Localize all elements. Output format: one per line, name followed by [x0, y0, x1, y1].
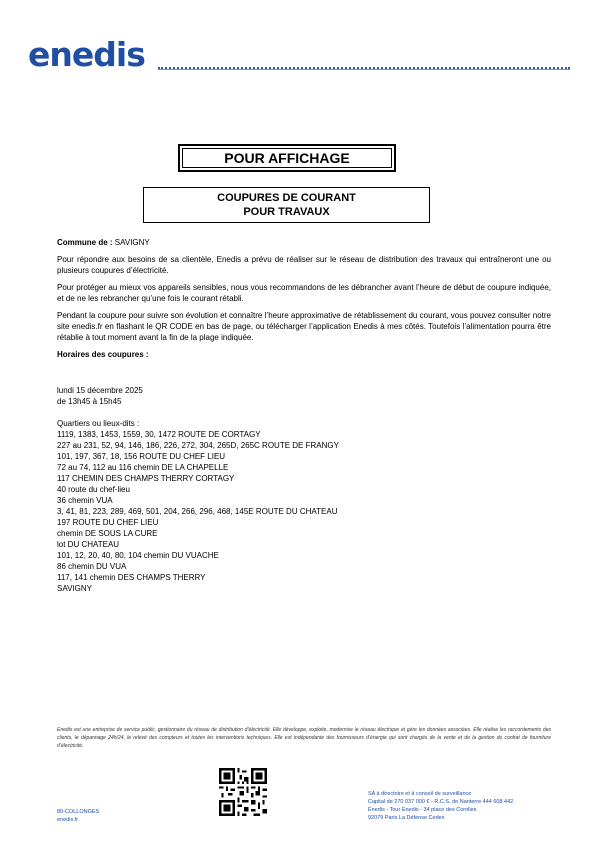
- list-item: 117, 141 chemin DES CHAMPS THERRY: [57, 573, 206, 582]
- list-item: 101, 197, 367, 18, 156 ROUTE DU CHEF LIEU: [57, 452, 226, 461]
- commune-label: Commune de :: [57, 238, 113, 247]
- list-item: 3, 41, 81, 223, 289, 469, 501, 204, 266, 296, 468, 145E ROUTE DU CHATEAU: [57, 507, 338, 516]
- list-item: 1119, 1383, 1453, 1559, 30, 1472 ROUTE DE CORTAGY: [57, 430, 261, 439]
- subtitle-line-2: POUR TRAVAUX: [243, 206, 330, 218]
- subtitle-box: [143, 187, 430, 223]
- paragraph-2: Pour protéger au mieux vos appareils sensibles, nous vous recommandons de les débrancher avant l’heure de début de coupure indiquée, et de ne les rebrancher qu’une fois le courant rétabli.: [57, 283, 551, 303]
- list-item: SAVIGNY: [57, 584, 92, 593]
- schedule-time: de 13h45 à 15h45: [57, 397, 122, 406]
- footer-left-line-1: 80-COLLONGES: [57, 809, 100, 815]
- schedule-date: lundi 15 décembre 2025: [57, 386, 143, 395]
- list-item: 227 au 231, 52, 94, 146, 186, 226, 272, 304, 265D, 265C ROUTE DE FRANGY: [57, 441, 339, 450]
- list-item: 40 route du chef-lieu: [57, 485, 130, 494]
- commune-row: [57, 237, 551, 248]
- footer-left-address: [57, 808, 99, 824]
- paragraph-3: Pendant la coupure pour suivre son évolution et connaître l’heure approximative de rétablissement du courant, vous pouvez consulter notre site enedis.fr en flashant le QR CODE en bas de page, ou télécharger l’application Enedis à mes côtés. Toutefois l’alimentation pourra être rétablie à tout moment avant la fin de la plage indiquée.: [57, 311, 551, 342]
- list-item: lot DU CHATEAU: [57, 540, 120, 549]
- list-item: 101, 12, 20, 40, 80, 104 chemin DU VUACHE: [57, 551, 219, 560]
- footer-right-line: 92079 Paris La Défense Cedex: [368, 815, 445, 821]
- page-title: POUR AFFICHAGE: [178, 144, 396, 172]
- list-item: 36 chemin VUA: [57, 496, 113, 505]
- footer-right-address: [368, 790, 513, 822]
- horaires-label: Horaires des coupures :: [57, 350, 149, 359]
- enedis-logo: enedis: [28, 35, 145, 74]
- footer-note: Enedis est une entreprise de service public, gestionnaire du réseau de distribution d’électricité. Elle développe, exploite, modernise le réseau électrique et gère les données associées. Elle réalise les raccordements des clients, le dépannage 24h/24, le relevé des compteurs et toutes les interventions techniques. Elle est indépendante des fournisseurs d’énergie qui sont chargés de la vente et de la gestion du contrat de fourniture d’électricité.: [57, 727, 551, 749]
- footer-right-line: Enedis - Tour Enedis - 34 place des Corolles: [368, 807, 477, 813]
- list-item: 86 chemin DU VUA: [57, 562, 127, 571]
- list-item: 197 ROUTE DU CHEF LIEU: [57, 518, 159, 527]
- footer-right-line: SA à directoire et à conseil de surveillance: [368, 791, 472, 797]
- list-item: chemin DE SOUS LA CURE: [57, 529, 158, 538]
- paragraph-1: Pour répondre aux besoins de sa clientèle, Enedis a prévu de réaliser sur le réseau de distribution des travaux qui entraîneront une ou plusieurs coupures d’électricité.: [57, 255, 551, 275]
- quartiers-list: [57, 429, 551, 594]
- header-green-line: [158, 69, 570, 70]
- commune-value: SAVIGNY: [114, 238, 150, 247]
- footer-right-line: Capital de 270 037 000 € - R.C.S. de Nanterre 444 608 442: [368, 799, 514, 805]
- list-item: 117 CHEMIN DES CHAMPS THERRY CORTAGY: [57, 474, 235, 483]
- subtitle-line-1: COUPURES DE COURANT: [217, 192, 356, 204]
- quartiers-label: Quartiers ou lieux-dits :: [57, 419, 140, 428]
- notice-content: [57, 237, 551, 594]
- qr-code-icon[interactable]: [219, 768, 267, 816]
- footer-website-link[interactable]: enedis.fr: [57, 817, 79, 823]
- list-item: 72 au 74, 112 au 116 chemin DE LA CHAPELLE: [57, 463, 229, 472]
